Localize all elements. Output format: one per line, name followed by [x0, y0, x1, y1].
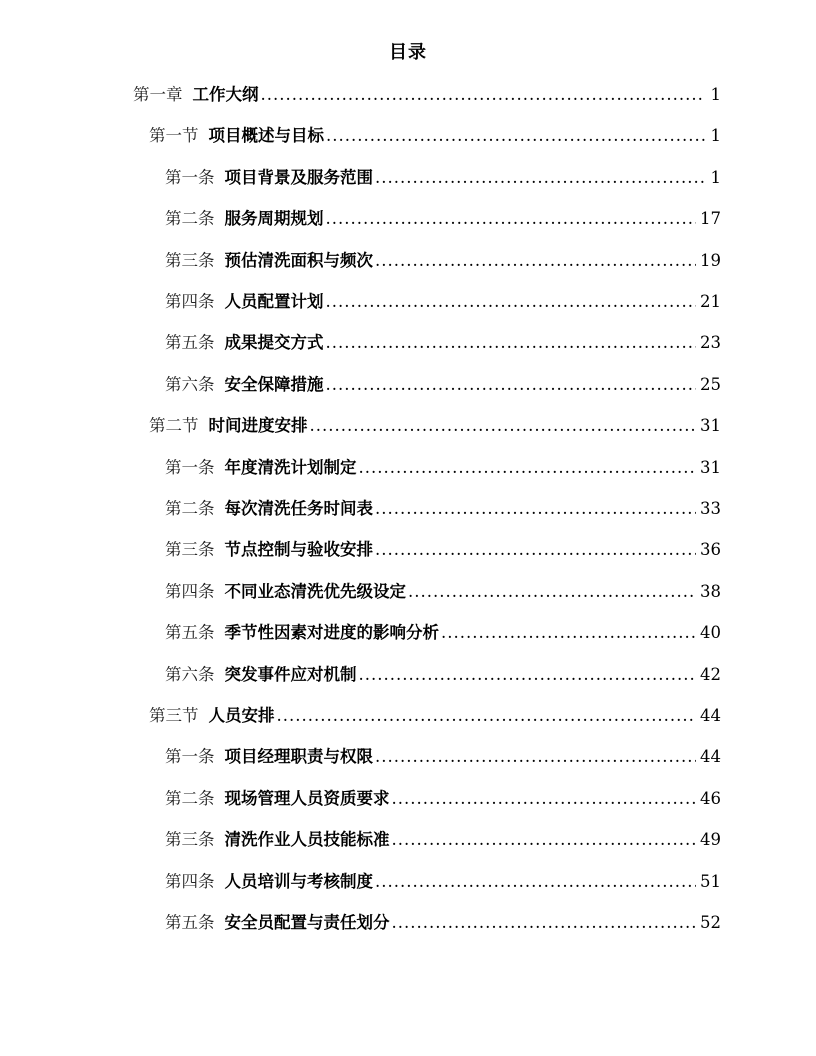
toc-entry-number: 第一节	[149, 126, 199, 146]
toc-entry-title: 预估清洗面积与频次	[224, 250, 373, 270]
toc-entry-number: 第三条	[165, 250, 215, 270]
toc-entry-title: 成果提交方式	[224, 333, 324, 353]
toc-entry-title: 工作大纲	[192, 85, 259, 104]
toc-entry-number: 第五条	[165, 623, 215, 643]
toc-entry-title: 服务周期规划	[224, 209, 324, 229]
toc-entry-number: 第二条	[165, 499, 215, 518]
toc-entry[interactable]	[165, 654, 721, 695]
toc-dot-leader	[408, 571, 696, 612]
toc-entry-number: 第三条	[165, 830, 215, 850]
toc-entry-page-number: 49	[700, 830, 721, 850]
toc-entry-number: 第六条	[165, 374, 215, 394]
toc-dot-leader	[375, 240, 696, 281]
toc-entry-number: 第一条	[165, 747, 215, 767]
toc-dot-leader	[310, 405, 697, 446]
toc-entry-number: 第三节	[149, 706, 199, 725]
toc-entry-number: 第二条	[165, 788, 215, 808]
toc-entry-number: 第三条	[165, 540, 215, 560]
toc-entry[interactable]	[149, 695, 721, 736]
toc-entry-page-number: 17	[700, 209, 721, 229]
toc-entry-title: 每次清洗任务时间表	[224, 499, 373, 518]
toc-entry-title: 年度清洗计划制定	[224, 457, 357, 477]
toc-dot-leader	[392, 778, 697, 819]
toc-entry-page-number: 38	[700, 581, 721, 601]
toc-entry-page-number: 31	[700, 457, 721, 477]
toc-entry[interactable]	[165, 240, 721, 281]
toc-entry-title: 清洗作业人员技能标准	[224, 830, 390, 850]
toc-entry[interactable]	[165, 819, 721, 860]
toc-entry-title: 人员安排	[208, 706, 275, 725]
page-title: 目录	[389, 42, 427, 63]
toc-entry-page-number: 44	[700, 747, 721, 767]
toc-dot-leader	[359, 447, 697, 488]
toc-dot-leader	[277, 695, 697, 736]
toc-entry-page-number: 42	[700, 664, 721, 684]
toc-entry[interactable]	[165, 447, 721, 488]
toc-entry-title: 季节性因素对进度的影响分析	[224, 623, 439, 643]
toc-entry[interactable]	[165, 612, 721, 653]
toc-entry-title: 人员配置计划	[224, 292, 324, 311]
toc-entry-page-number: 33	[700, 499, 721, 518]
toc-entry-title: 时间进度安排	[208, 416, 308, 436]
toc-entry[interactable]	[149, 405, 721, 446]
toc-dot-leader	[326, 322, 697, 363]
toc-entry-title: 人员培训与考核制度	[224, 871, 373, 891]
toc-dot-leader	[326, 115, 705, 156]
toc-dot-leader	[359, 654, 697, 695]
toc-entry-page-number: 21	[700, 292, 721, 311]
toc-dot-leader	[375, 861, 696, 902]
toc-entry-title: 安全保障措施	[224, 374, 324, 394]
toc-entry[interactable]	[149, 115, 721, 156]
toc-entry-number: 第五条	[165, 913, 215, 932]
toc-dot-leader	[375, 736, 696, 777]
toc-entry-number: 第一章	[133, 85, 183, 104]
toc-entry[interactable]	[165, 529, 721, 570]
toc-dot-leader	[392, 902, 697, 943]
toc-entry[interactable]	[133, 74, 721, 115]
toc-entry-title: 安全员配置与责任划分	[224, 913, 390, 932]
toc-entry-page-number: 1	[710, 85, 721, 104]
toc-entry-title: 不同业态清洗优先级设定	[224, 581, 406, 601]
toc-dot-leader	[326, 281, 697, 322]
toc-entry-page-number: 44	[700, 706, 721, 725]
toc-entry-number: 第四条	[165, 581, 215, 601]
toc-entry[interactable]	[165, 571, 721, 612]
toc-entry[interactable]	[165, 778, 721, 819]
toc-dot-leader	[375, 529, 696, 570]
toc-entry-page-number: 25	[700, 374, 721, 394]
toc-entry[interactable]	[165, 322, 721, 363]
toc-entry[interactable]	[165, 861, 721, 902]
toc-entry-page-number: 46	[700, 788, 721, 808]
toc-entry-title: 节点控制与验收安排	[224, 540, 373, 560]
toc-dot-leader	[375, 488, 696, 529]
toc-entry-number: 第四条	[165, 292, 215, 311]
toc-dot-leader	[441, 612, 696, 653]
toc-entry-number: 第一条	[165, 457, 215, 477]
toc-dot-leader	[326, 198, 697, 239]
toc-entry-number: 第二条	[165, 209, 215, 229]
toc-entry-title: 项目概述与目标	[208, 126, 324, 146]
toc-entry-number: 第一条	[165, 167, 215, 187]
toc-dot-leader	[326, 364, 697, 405]
toc-entry[interactable]	[165, 157, 721, 198]
toc-entry-page-number: 19	[700, 250, 721, 270]
toc-entry[interactable]	[165, 198, 721, 239]
toc-dot-leader	[392, 819, 697, 860]
toc-dot-leader	[261, 74, 706, 115]
toc-entry[interactable]	[165, 736, 721, 777]
toc-entry[interactable]	[165, 281, 721, 322]
toc-entry-page-number: 52	[700, 913, 721, 932]
toc-entry-title: 现场管理人员资质要求	[224, 788, 390, 808]
toc-entry-number: 第六条	[165, 664, 215, 684]
toc-entry[interactable]	[165, 488, 721, 529]
toc-entry-title: 项目背景及服务范围	[224, 167, 373, 187]
toc-entry-page-number: 36	[700, 540, 721, 560]
toc-entry[interactable]	[165, 364, 721, 405]
toc-entry-page-number: 23	[700, 333, 721, 353]
toc-entry-title: 项目经理职责与权限	[224, 747, 373, 767]
toc-entry-title: 突发事件应对机制	[224, 664, 357, 684]
toc-entry-number: 第四条	[165, 871, 215, 891]
toc-entry-number: 第五条	[165, 333, 215, 353]
toc-entry[interactable]	[165, 902, 721, 943]
toc-entry-number: 第二节	[149, 416, 199, 436]
toc-entry-page-number: 1	[710, 126, 721, 146]
toc-dot-leader	[375, 157, 705, 198]
toc-entry-page-number: 1	[710, 167, 721, 187]
toc-entry-page-number: 51	[700, 871, 721, 891]
toc-entry-page-number: 40	[700, 623, 721, 643]
toc-entry-page-number: 31	[700, 416, 721, 436]
